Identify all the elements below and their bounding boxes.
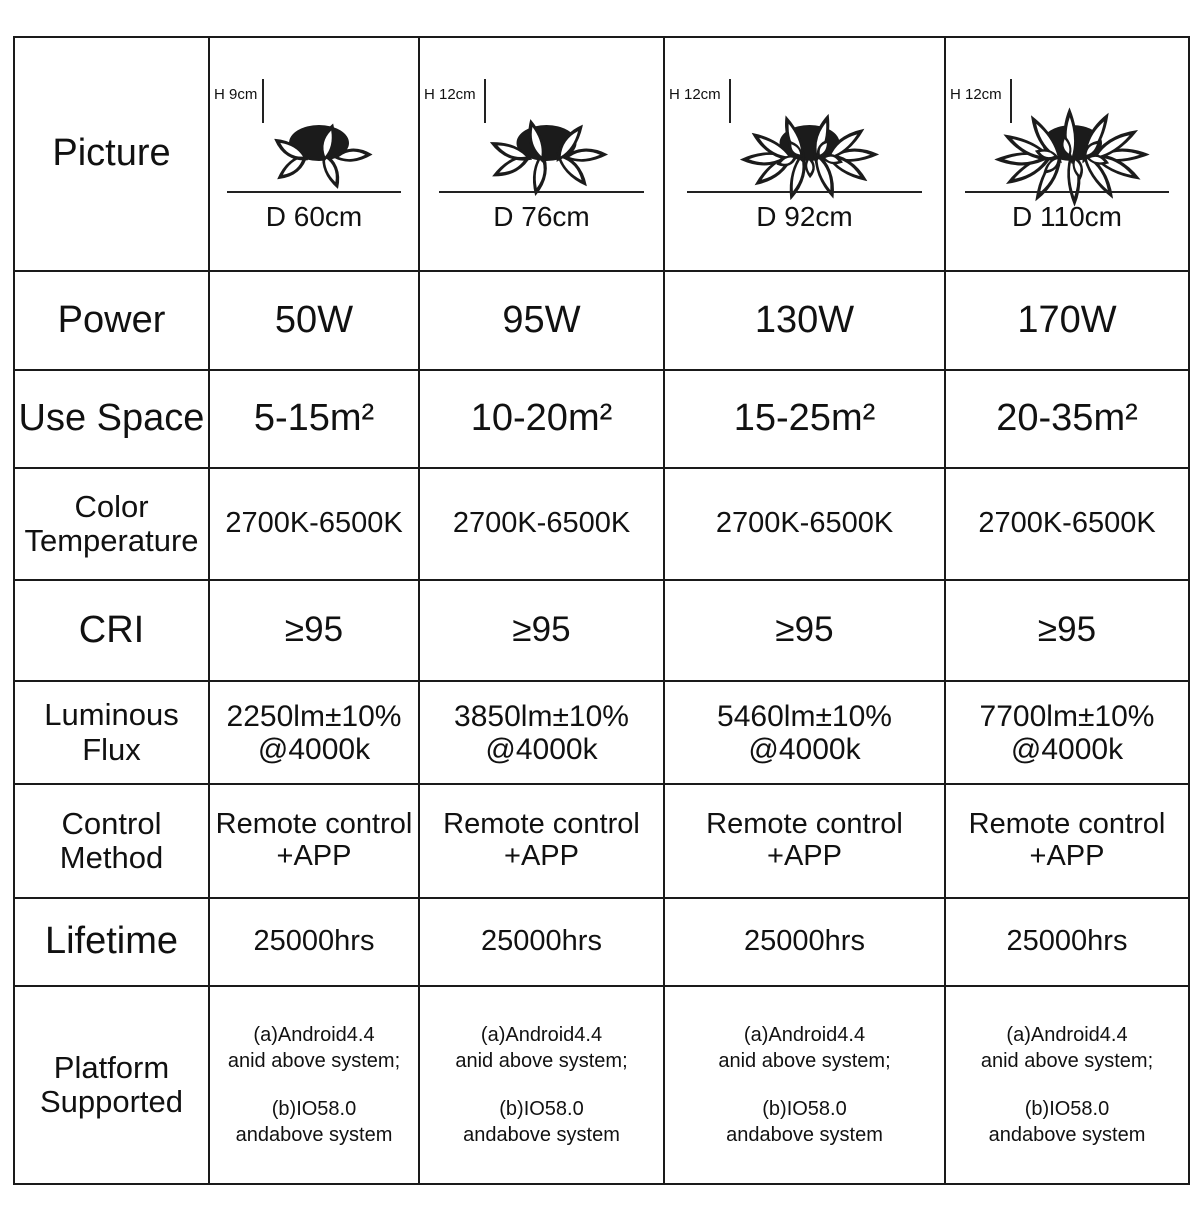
picture-cell-92 — [664, 37, 945, 271]
petal-arm — [806, 158, 815, 176]
flux-value: 7700lm±10% @4000k — [945, 681, 1189, 784]
diameter-marker — [965, 191, 1168, 193]
height-marker — [262, 79, 264, 123]
lifetime-value: 25000hrs — [419, 898, 664, 986]
lifetime-value: 25000hrs — [664, 898, 945, 986]
row-lifetime — [14, 898, 1189, 986]
color-temp-value: 2700K-6500K — [945, 468, 1189, 580]
label-power: Power — [14, 271, 209, 370]
diameter-label: D 76cm — [493, 201, 590, 233]
cri-value: ≥95 — [419, 580, 664, 681]
picture-cell-76 — [419, 37, 664, 271]
color-temp-value: 2700K-6500K — [419, 468, 664, 580]
row-luminous-flux — [14, 681, 1189, 784]
spec-comparison-table — [13, 36, 1190, 1185]
platform-value: (a)Android4.4 anid above system; (b)IO58.0 andabove system — [945, 986, 1189, 1184]
use-space-value: 20-35m² — [945, 370, 1189, 468]
picture-cell-110 — [945, 37, 1189, 271]
control-value: Remote control +APP — [209, 784, 419, 898]
power-value: 95W — [419, 271, 664, 370]
label-control-method: Control Method — [14, 784, 209, 898]
power-value: 130W — [664, 271, 945, 370]
ceiling-light-icon — [946, 39, 1190, 269]
diameter-marker — [227, 191, 402, 193]
diameter-label: D 60cm — [265, 201, 363, 233]
ceiling-light-icon — [420, 39, 665, 269]
height-label: H 9cm — [214, 86, 258, 103]
height-marker — [1010, 79, 1012, 123]
ceiling-light-icon — [665, 39, 946, 269]
ceiling-light-icon — [210, 39, 420, 269]
color-temp-value: 2700K-6500K — [209, 468, 419, 580]
power-value: 50W — [209, 271, 419, 370]
control-value: Remote control +APP — [664, 784, 945, 898]
diameter-label: D 110cm — [1012, 201, 1122, 233]
label-cri: CRI — [14, 580, 209, 681]
row-cri — [14, 580, 1189, 681]
row-control-method — [14, 784, 1189, 898]
height-marker — [484, 79, 486, 123]
color-temp-value: 2700K-6500K — [664, 468, 945, 580]
picture-cell-60 — [209, 37, 419, 271]
cri-value: ≥95 — [945, 580, 1189, 681]
lifetime-value: 25000hrs — [945, 898, 1189, 986]
diameter-marker — [439, 191, 643, 193]
use-space-value: 10-20m² — [419, 370, 664, 468]
power-value: 170W — [945, 271, 1189, 370]
label-luminous-flux: Luminous Flux — [14, 681, 209, 784]
cri-value: ≥95 — [209, 580, 419, 681]
control-value: Remote control +APP — [945, 784, 1189, 898]
label-picture: Picture — [14, 37, 209, 271]
lifetime-value: 25000hrs — [209, 898, 419, 986]
use-space-value: 15-25m² — [664, 370, 945, 468]
row-picture — [14, 37, 1189, 271]
flux-value: 3850lm±10% @4000k — [419, 681, 664, 784]
cri-value: ≥95 — [664, 580, 945, 681]
row-color-temperature — [14, 468, 1189, 580]
diameter-label: D 92cm — [756, 201, 853, 233]
label-use-space: Use Space — [14, 370, 209, 468]
label-lifetime: Lifetime — [14, 898, 209, 986]
height-marker — [729, 79, 731, 123]
row-use-space — [14, 370, 1189, 468]
row-platform-supported — [14, 986, 1189, 1184]
label-color-temperature: Color Temperature — [14, 468, 209, 580]
row-power — [14, 271, 1189, 370]
platform-value: (a)Android4.4 anid above system; (b)IO58.0 andabove system — [419, 986, 664, 1184]
label-platform-supported: Platform Supported — [14, 986, 209, 1184]
platform-value: (a)Android4.4 anid above system; (b)IO58.0 andabove system — [664, 986, 945, 1184]
platform-value: (a)Android4.4 anid above system; (b)IO58.0 andabove system — [209, 986, 419, 1184]
height-label: H 12cm — [424, 86, 476, 103]
diameter-marker — [687, 191, 921, 193]
height-label: H 12cm — [669, 86, 721, 103]
flux-value: 2250lm±10% @4000k — [209, 681, 419, 784]
flux-value: 5460lm±10% @4000k — [664, 681, 945, 784]
use-space-value: 5-15m² — [209, 370, 419, 468]
height-label: H 12cm — [950, 86, 1002, 103]
control-value: Remote control +APP — [419, 784, 664, 898]
